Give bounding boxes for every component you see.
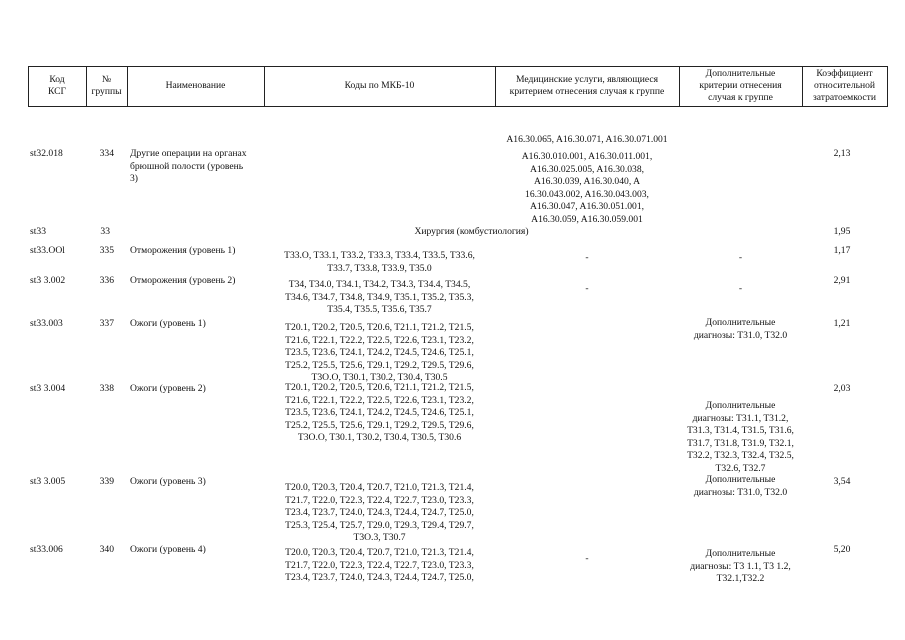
header-group-number: № группы	[91, 74, 122, 97]
row-code: st33.006	[30, 544, 63, 555]
row-section-title: Хирургия (комбустиология)	[414, 226, 529, 237]
row-code: st33.003	[30, 318, 63, 329]
header-services: Медицинские услуги, являющиеся критерием отнесения случая к группе	[509, 74, 665, 97]
row-mkb-codes: T33.O, T33.1, T33.2, T33.3, T33.4, T33.5, T33.6, T33.7, T33.8, T33.9, T35.0	[284, 250, 475, 274]
row-coefficient: 5,20	[833, 544, 851, 555]
row-code: st32.018	[30, 148, 63, 159]
header-criteria: Дополнительные критерии отнесения случая к группе	[699, 68, 782, 103]
row-code: st33	[30, 226, 46, 237]
row-services-top: A16.30.065, A16.30.071, A16.30.071.001	[506, 134, 668, 145]
header-coefficient: Коэффициент относительной затратоемкости	[812, 68, 877, 103]
header-mkb: Коды по МКБ-10	[344, 80, 415, 91]
row-name: Ожоги (уровень 1)	[130, 318, 206, 329]
row-name: Ожоги (уровень 2)	[130, 383, 206, 394]
row-coefficient: 2,13	[833, 148, 851, 159]
row-criteria: -	[738, 283, 743, 294]
header-divider	[887, 66, 888, 106]
row-name: Ожоги (уровень 4)	[130, 544, 206, 555]
row-coefficient: 2,03	[833, 383, 851, 394]
row-name: Другие операции на органах брюшной полости (уровень 3)	[130, 148, 247, 185]
row-group-number: 336	[99, 275, 114, 286]
row-name: Отморожения (уровень 1)	[130, 245, 236, 256]
row-coefficient: 2,91	[833, 275, 851, 286]
row-coefficient: 3,54	[833, 476, 851, 487]
row-name: Отморожения (уровень 2)	[130, 275, 236, 286]
row-services: -	[585, 283, 589, 294]
row-mkb-codes: T20.1, T20.2, T20.5, T20.6, T21.1, T21.2, T21.5, T21.6, T22.1, T22.2, T22.5, T22.6, T23.1, T23.2, T23.5, T23.6, T24.1, T24.2, T24.5, T24.6, T25.1, T25.2, T25.5, T25.6, T29.1, T29.2, T29.5, T29.6, T3O.O, T30.1, T30.2, T30.4, T30.5	[285, 322, 474, 384]
row-coefficient: 1,17	[833, 245, 851, 256]
row-criteria: -	[738, 252, 743, 263]
row-services: -	[585, 252, 589, 263]
row-group-number: 339	[99, 476, 114, 487]
row-group-number: 334	[99, 148, 114, 159]
row-code: st3 3.002	[30, 275, 66, 286]
row-coefficient: 1,95	[833, 226, 851, 237]
row-services: A16.30.010.001, A16.30.011.001, A16.30.025.005, A16.30.038, A16.30.039, A16.30.040, A 16.30.043.002, A16.30.043.003, A16.30.047, A16.30.051.001, A16.30.059, A16.30.059.001	[521, 151, 653, 225]
row-criteria: Дополнительные диагнозы: T31.1, T31.2, T31.3, T31.4, T31.5, T31.6, T31.7, T31.8, T31.9, T32.1, T32.2, T32.3, T32.4, T32.5, T32.6, T32.7	[687, 400, 794, 474]
row-group-number: 335	[99, 245, 114, 256]
row-group-number: 337	[99, 318, 114, 329]
row-code: st33.OOl	[30, 245, 65, 256]
row-coefficient: 1,21	[833, 318, 851, 329]
row-services: -	[585, 553, 589, 564]
row-criteria: Дополнительные диагнозы: T3 1.1, T3 1.2, T32.1,T32.2	[690, 548, 791, 585]
row-mkb-codes: T20.0, T20.3, T20.4, T20.7, T21.0, T21.3, T21.4, T21.7, T22.0, T22.3, T22.4, T22.7, T23.0, T23.3, T23.4, T23.7, T24.0, T24.3, T24.4, T24.7, T25.0,	[285, 547, 474, 584]
header-bottom-rule	[28, 106, 888, 107]
row-group-number: 340	[99, 544, 114, 555]
row-group-number: 33	[100, 226, 110, 237]
header-name: Наименование	[165, 80, 226, 91]
row-mkb-codes: T20.1, T20.2, T20.5, T20.6, T21.1, T21.2, T21.5, T21.6, T22.1, T22.2, T22.5, T22.6, T23.1, T23.2, T23.5, T23.6, T24.1, T24.2, T24.5, T24.6, T25.1, T25.2, T25.5, T25.6, T29.1, T29.2, T29.5, T29.6, T3O.O, T30.1, T30.2, T30.4, T30.5, T30.6	[285, 382, 474, 444]
row-mkb-codes: T34, T34.0, T34.1, T34.2, T34.3, T34.4, T34.5, T34.6, T34.7, T34.8, T34.9, T35.1, T35.2, T35.3, T35.4, T35.5, T35.6, T35.7	[285, 279, 474, 316]
row-mkb-codes: T20.0, T20.3, T20.4, T20.7, T21.0, T21.3, T21.4, T21.7, T22.0, T22.3, T22.4, T22.7, T23.0, T23.3, T23.4, T23.7, T24.0, T24.3, T24.4, T24.7, T25.0, T25.3, T25.4, T25.7, T29.0, T29.3, T29.4, T29.7, T3O.3, T30.7	[285, 482, 474, 544]
row-criteria: Дополнительные диагнозы: T31.0, T32.0	[693, 317, 788, 341]
row-name: Ожоги (уровень 3)	[130, 476, 206, 487]
header-code: Код КСГ	[47, 74, 67, 97]
row-group-number: 338	[99, 383, 114, 394]
row-code: st3 3.005	[30, 476, 66, 487]
row-code: st3 3.004	[30, 383, 66, 394]
row-criteria: Дополнительные диагнозы: T31.0, T32.0	[693, 474, 788, 498]
